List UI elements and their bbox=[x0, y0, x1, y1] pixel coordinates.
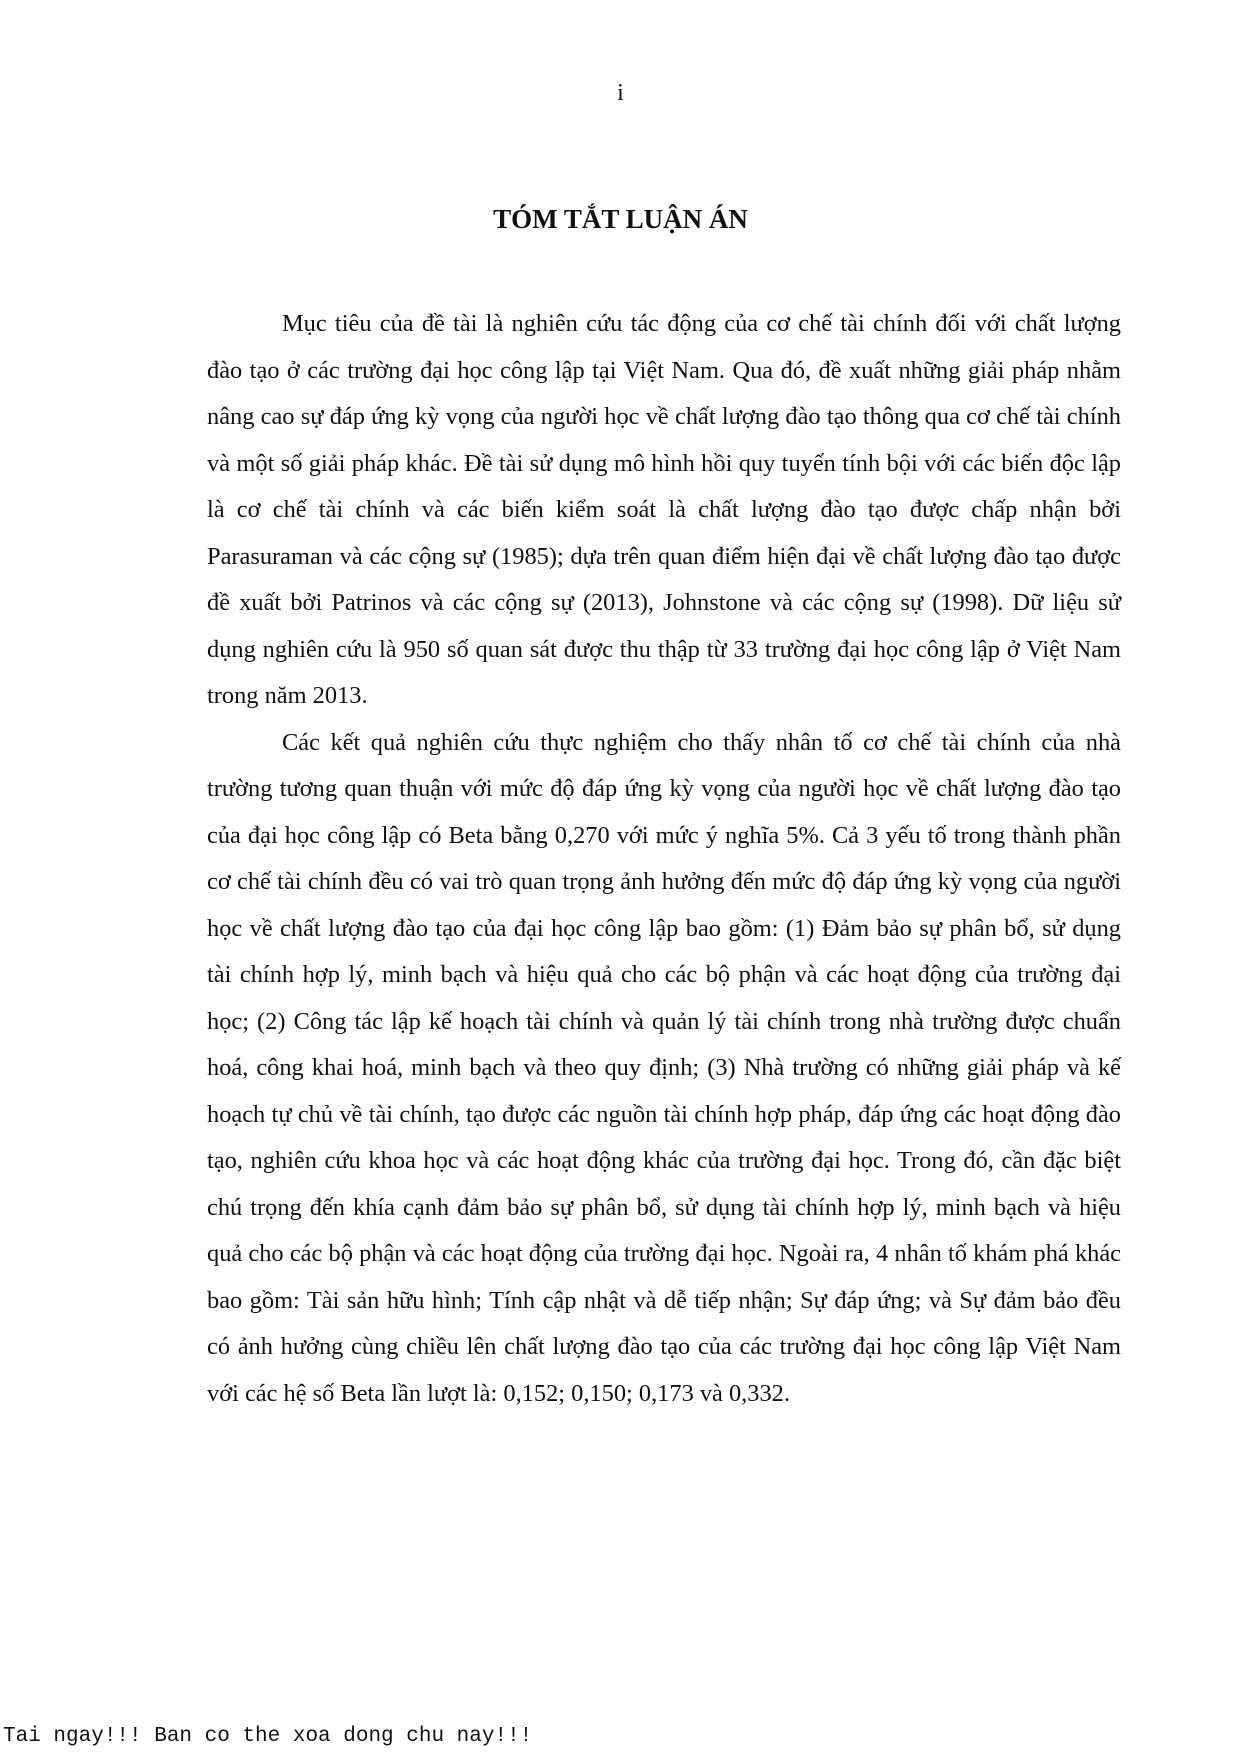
abstract-body bbox=[207, 301, 1121, 1417]
page-number: i bbox=[617, 80, 624, 106]
page-title: TÓM TẮT LUẬN ÁN bbox=[493, 204, 748, 234]
footer-note: Tai ngay!!! Ban co the xoa dong chu nay!!! bbox=[3, 1725, 533, 1748]
abstract-paragraph-1: Mục tiêu của đề tài là nghiên cứu tác động của cơ chế tài chính đối với chất lượng đào tạo ở các trường đại học công lập tại Việt Nam. Qua đó, đề xuất những giải pháp nhằm nâng cao sự đáp ứng kỳ vọng của người học về chất lượng đào tạo thông qua cơ chế tài chính và một số giải pháp khác. Đề tài sử dụng mô hình hồi quy tuyến tính bội với các biến độc lập là cơ chế tài chính và các biến kiểm soát là chất lượng đào tạo được chấp nhận bởi Parasuraman và các cộng sự (1985); dựa trên quan điểm hiện đại về chất lượng đào tạo được đề xuất bởi Patrinos và các cộng sự (2013), Johnstone và các cộng sự (1998). Dữ liệu sử dụng nghiên cứu là 950 số quan sát được thu thập từ 33 trường đại học công lập ở Việt Nam trong năm 2013. bbox=[207, 310, 1121, 709]
abstract-paragraph-2: Các kết quả nghiên cứu thực nghiệm cho thấy nhân tố cơ chế tài chính của nhà trường tương quan thuận với mức độ đáp ứng kỳ vọng của người học về chất lượng đào tạo của đại học công lập có Beta bằng 0,270 với mức ý nghĩa 5%. Cả 3 yếu tố trong thành phần cơ chế tài chính đều có vai trò quan trọng ảnh hưởng đến mức độ đáp ứng kỳ vọng của người học về chất lượng đào tạo của đại học công lập bao gồm: (1) Đảm bảo sự phân bổ, sử dụng tài chính hợp lý, minh bạch và hiệu quả cho các bộ phận và các hoạt động của trường đại học; (2) Công tác lập kế hoạch tài chính và quản lý tài chính trong nhà trường được chuẩn hoá, công khai hoá, minh bạch và theo quy định; (3) Nhà trường có những giải pháp và kế hoạch tự chủ về tài chính, tạo được các nguồn tài chính hợp pháp, đáp ứng các hoạt động đào tạo, nghiên cứu khoa học và các hoạt động khác của trường đại học. Trong đó, cần đặc biệt chú trọng đến khía cạnh đảm bảo sự phân bổ, sử dụng tài chính hợp lý, minh bạch và hiệu quả cho các bộ phận và các hoạt động của trường đại học. Ngoài ra, 4 nhân tố khám phá khác bao gồm: Tài sản hữu hình; Tính cập nhật và dễ tiếp nhận; Sự đáp ứng; và Sự đảm bảo đều có ảnh hưởng cùng chiều lên chất lượng đào tạo của các trường đại học công lập Việt Nam với các hệ số Beta lần lượt là: 0,152; 0,150; 0,173 và 0,332. bbox=[207, 728, 1121, 1407]
